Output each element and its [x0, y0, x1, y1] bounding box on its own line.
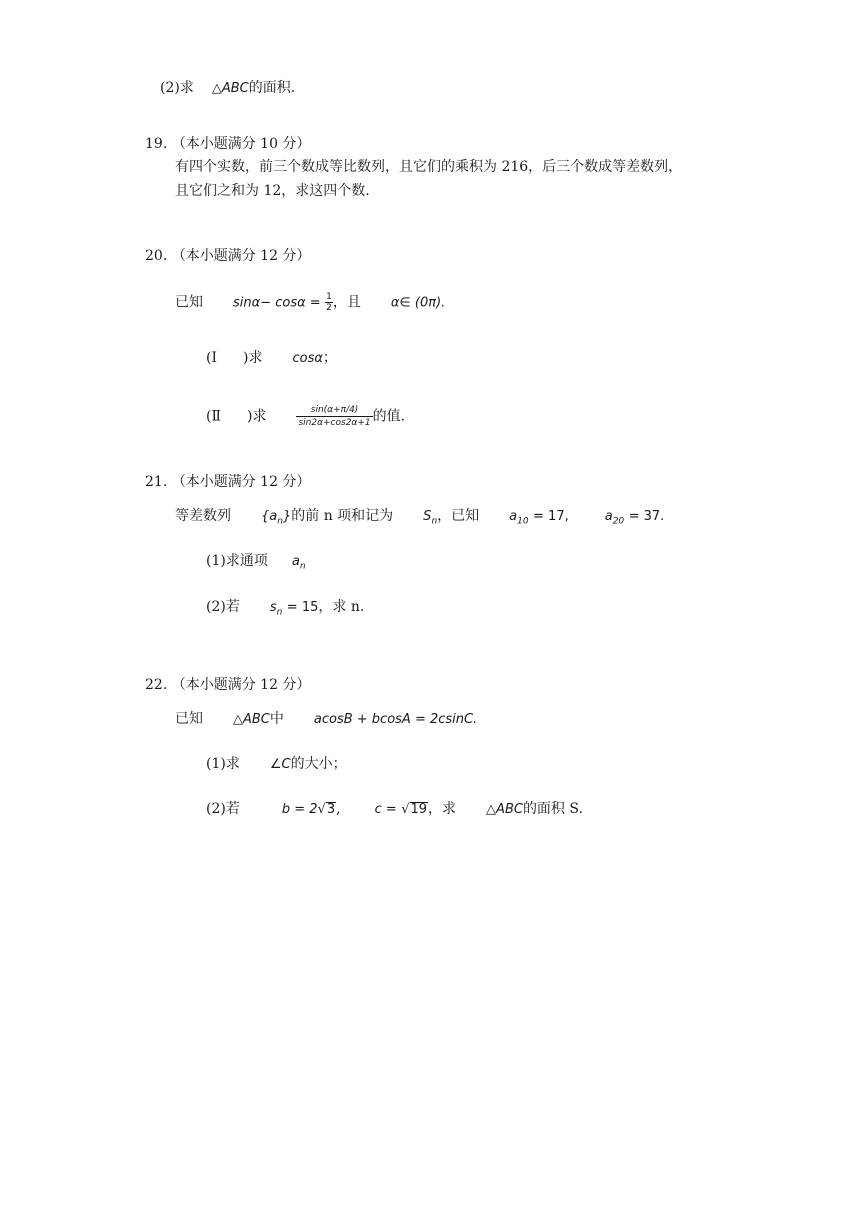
middle-word: 中 [269, 711, 284, 727]
question-score-header: （本小题满分 10 分） [171, 136, 311, 152]
fraction-one-half [325, 292, 333, 313]
sqrt-radicand: 3 [326, 802, 336, 817]
question-score-header: （本小题满分 12 分） [171, 677, 311, 693]
given-equation: acosB + bcosA = 2csinC. [313, 712, 478, 727]
triangle-symbol: △ [233, 712, 243, 727]
q20-part2 [206, 404, 405, 429]
subscript: n [431, 516, 438, 527]
b-equation: b = 2 [281, 802, 318, 817]
punctuation: , [336, 801, 341, 817]
subscript: n [299, 561, 306, 572]
sum-symbol [423, 509, 438, 527]
question-number: 19. [145, 136, 168, 152]
q22-part1 [206, 754, 347, 775]
q20-part1 [206, 348, 337, 369]
fraction-numerator: sin(α+π/4) [310, 405, 359, 415]
sequence-text: 的前 n 项和记为 [291, 508, 394, 524]
a10-value: = 17, [533, 509, 569, 524]
sqrt-sign: √ [317, 802, 326, 817]
q22-given [175, 709, 477, 730]
term-s: s [269, 600, 277, 615]
fraction-denominator: sin2α+cos2α+1 [298, 418, 371, 428]
sum-s: S [423, 509, 432, 524]
alpha-range: α∈ (0π). [390, 295, 446, 311]
question-number: 20. [145, 248, 168, 264]
ask-word: ，求 [428, 801, 457, 817]
part-suffix: ，求 n. [318, 599, 365, 615]
part-label: (Ⅱ [206, 408, 221, 425]
q19-line2: 且它们之和为 12，求这四个数. [175, 183, 370, 199]
question-score-header: （本小题满分 12 分） [171, 248, 311, 264]
subscript: n [277, 516, 283, 527]
a20-term [604, 509, 625, 527]
triangle-abc: ABC [243, 712, 270, 727]
known-word: ，已知 [437, 508, 480, 524]
and-word: ，且 [332, 294, 361, 311]
question-score-header: （本小题满分 12 分） [171, 474, 311, 490]
sum-term [269, 600, 283, 618]
triangle-symbol: △ [211, 81, 222, 96]
q20-given [175, 292, 445, 314]
q20-header [145, 246, 310, 266]
a20-value: = 37. [628, 509, 665, 524]
q18-part2 [160, 78, 295, 99]
area-text: 的面积 S. [522, 801, 583, 817]
angle-c: ∠C [269, 757, 291, 772]
given-equation: sinα− cosα = [233, 295, 321, 311]
q22-header [145, 675, 310, 695]
given-label: 已知 [175, 711, 203, 727]
general-term [291, 554, 306, 572]
part-prefix: (1)求 [206, 756, 240, 772]
sqrt-radicand: 19 [410, 802, 428, 817]
q21-given [175, 506, 664, 532]
fraction-denominator: 2 [326, 303, 332, 313]
fraction-numerator: 1 [326, 292, 332, 302]
q19-header [145, 134, 310, 154]
term-a: a [509, 509, 518, 524]
term-a: a [604, 509, 613, 524]
question-number: 22. [145, 677, 168, 693]
punctuation: ； [322, 350, 337, 366]
q21-part1 [206, 551, 306, 577]
q22-part2 [206, 799, 583, 820]
triangle-abc: ABC [496, 802, 523, 817]
part-prefix: (1)求通项 [206, 553, 268, 569]
brace-close: } [282, 509, 292, 524]
part-prefix: (2)若 [206, 599, 240, 615]
given-label: 等差数列 [175, 508, 231, 524]
sqrt-sign: √ [401, 802, 410, 817]
triangle-abc: ABC [221, 81, 249, 96]
q18-part2-prefix: (2)求 [160, 80, 194, 96]
part-suffix: 的值. [372, 408, 406, 425]
part-verb: )求 [246, 408, 267, 425]
ratio-fraction [296, 404, 372, 429]
sequence-a: {a [261, 509, 278, 524]
given-label: 已知 [175, 294, 203, 311]
q18-part2-suffix: 的面积. [248, 80, 296, 96]
sequence-symbol [261, 509, 292, 527]
term-a: a [291, 554, 300, 569]
part-label: (Ⅰ [206, 350, 217, 366]
subscript: n [276, 607, 283, 618]
question-number: 21. [145, 474, 168, 490]
subscript: 10 [517, 516, 529, 527]
cos-alpha-expression: cosα [292, 351, 323, 366]
q19-line1: 有四个实数，前三个数成等比数列，且它们的乘积为 216，后三个数成等差数列， [175, 159, 683, 175]
q21-header [145, 472, 310, 492]
a10-term [509, 509, 529, 527]
sum-value: = 15 [286, 600, 319, 615]
part-suffix: 的大小； [290, 756, 347, 772]
part-prefix: (2)若 [206, 801, 240, 817]
q21-part2 [206, 597, 364, 623]
subscript: 20 [612, 516, 625, 527]
part-verb: )求 [243, 350, 263, 366]
triangle-symbol: △ [486, 802, 497, 817]
c-equation: c = [374, 802, 397, 817]
